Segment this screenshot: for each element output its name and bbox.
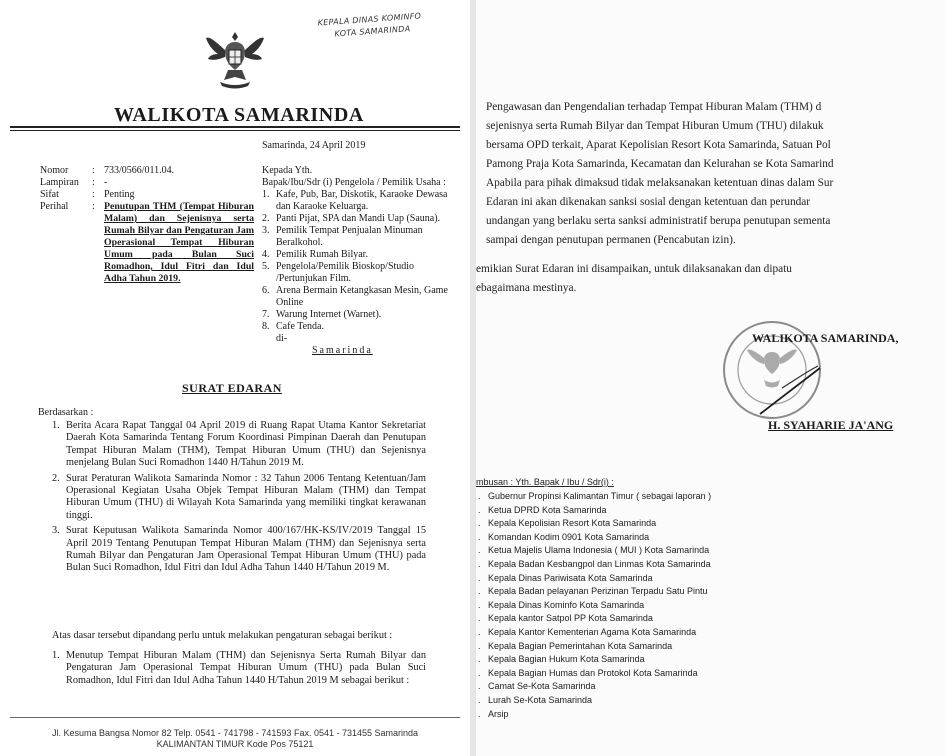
tembusan-item: . Kepala Dinas Pariwisata Kota Samarinda bbox=[478, 572, 653, 583]
letterhead-rule bbox=[10, 126, 460, 128]
berdasarkan-label: Berdasarkan : bbox=[38, 407, 94, 418]
letter-page-2 bbox=[476, 0, 945, 756]
footer-line-1: Jl. Kesuma Bangsa Nomor 82 Telp. 0541 - 741798 - 741593 Fax. 0541 - 731455 Samarinda bbox=[51, 728, 419, 738]
tembusan-item: . Kepala kantor Satpol PP Kota Samarinda bbox=[478, 613, 653, 624]
lampiran-value: - bbox=[104, 177, 108, 188]
tembusan-item: . Arsip bbox=[478, 708, 509, 719]
para-line: bersama OPD terkait, Aparat Kepolisian Resort Kota Samarinda, Satuan Pol bbox=[486, 139, 831, 151]
recipient-block bbox=[262, 165, 458, 357]
basis-item: 1. Berita Acara Rapat Tanggal 04 April 2019 di Ruang Rapat Utama Kantor Sekretariat Daerah Kota Samarinda Tentang Forum Koordinasi Pimpinan Daerah dan Penutupan Tempat Hiburan Malam (THM), Tempat Hiburan Umum (THU) dan Sejenisnya menjelang Bulan Suci Romadhon 1440 H/Tahun 2019 M. bbox=[52, 420, 426, 469]
para-line: sejenisnya serta Rumah Bilyar dan Tempat Hiburan Umum (THU) dilakuk bbox=[486, 120, 824, 132]
para-line: undangan yang berlaku serta sanksi administratif berupa penutupan sementa bbox=[486, 215, 831, 227]
meta-labels bbox=[40, 165, 92, 213]
place-date: Samarinda, 24 April 2019 bbox=[262, 140, 366, 151]
sifat-value: Penting bbox=[104, 189, 135, 200]
tembusan-list bbox=[478, 490, 778, 721]
recipient-item: 4. Pemilik Rumah Bilyar. bbox=[262, 249, 368, 260]
footer-line-2: KALIMANTAN TIMUR Kode Pos 75121 bbox=[156, 739, 314, 749]
tembusan-item: . Kepala Bagian Hukum Kota Samarinda bbox=[478, 654, 645, 665]
garuda-emblem-icon bbox=[204, 28, 266, 92]
basis-item: 3. Surat Keputusan Walikota Samarinda Nomor 400/167/HK-KS/IV/2019 Tanggal 15 April 2019 Tentang Penutupan Tempat Hiburan Malam (THM) dan Sejenisnya serta Rumah Bilyar dan Pengaturan Jam Operasional Tempat Hiburan Umum (THU) pada Bulan Suci Romadhon, Idul Fitri dan Idul Adha Tahun 1440 H/Tahun 2019 M. bbox=[52, 525, 426, 574]
para-line: Pengawasan dan Pengendalian terhadap Tempat Hiburan Malam (THM) d bbox=[486, 101, 822, 113]
tembusan-item: . Gubernur Propinsi Kalimantan Timur ( sebagai laporan ) bbox=[478, 491, 712, 501]
tembusan-item: . Kepala Kantor Kementerian Agama Kota Samarinda bbox=[478, 626, 697, 637]
sifat-label: Sifat bbox=[40, 189, 59, 200]
meta-values bbox=[104, 165, 254, 285]
recipient-item: 2. Panti Pijat, SPA dan Mandi Uap (Sauna). bbox=[262, 213, 441, 224]
meta-colons: : : : : bbox=[92, 165, 95, 212]
basis-item: 2. Surat Peraturan Walikota Samarinda Nomor : 32 Tahun 2006 Tentang Ketentuan/Jam Operasional Kegiatan Usaha Objek Tempat Hiburan Malam (THM) dan Tempat Hiburan Umum (THU) di Wilayah Kota Samarinda yang memiliki tingkat kerawanan tinggi. bbox=[52, 472, 426, 521]
letter-page-1 bbox=[0, 0, 470, 756]
recipient-item: 5. Pengelola/Pemilik Bioskop/Studio /Pertunjukan Film. bbox=[262, 261, 415, 284]
tembusan-item: . Kepala Dinas Kominfo Kota Samarinda bbox=[478, 599, 645, 610]
nomor-value: 733/0566/011.04. bbox=[104, 165, 175, 176]
perihal-label: Perihal bbox=[40, 201, 69, 212]
recipient-item: 6. Arena Bermain Ketangkasan Mesin, Game Online bbox=[262, 285, 448, 308]
tembusan-item: . Camat Se-Kota Samarinda bbox=[478, 681, 596, 692]
signature-name: H. SYAHARIE JA'ANG bbox=[768, 418, 894, 432]
tembusan-item: . Kepala Badan Kesbangpol dan Linmas Kota Samarinda bbox=[478, 558, 711, 569]
tembusan-item: . Kepala Bagian Humas dan Protokol Kota Samarinda bbox=[478, 667, 698, 678]
handwritten-line-1: KEPALA DINAS KOMINFO bbox=[317, 11, 422, 28]
para-line: Apabila para pihak dimaksud tidak melaksanakan ketentuan dinas dalam Sur bbox=[486, 177, 834, 189]
closing-paragraph bbox=[486, 98, 834, 250]
recipient-item: 7. Warung Internet (Warnet). bbox=[262, 309, 382, 320]
signature-title: WALIKOTA SAMARINDA, bbox=[752, 331, 899, 345]
para-line: Pamong Praja Kota Samarinda, Kecamatan dan Kelurahan se Kota Samarind bbox=[486, 158, 834, 170]
basis-list bbox=[52, 420, 426, 575]
closing-line: ebagaimana mestinya. bbox=[476, 282, 577, 294]
tembusan-item: . Komandan Kodim 0901 Kota Samarinda bbox=[478, 531, 650, 542]
action-item: 1. Menutup Tempat Hiburan Malam (THM) dan Sejenisnya Serta Rumah Bilyar dan Pengaturan Jam Operasional Tempat Hiburan Umum (THU) pada Bulan Suci Romadhon, Idul Fitri dan Idul Adha Tahun 1440 H/Tahun 2019 M sebagai berikut : bbox=[52, 650, 426, 686]
recipient-city: Samarinda bbox=[312, 345, 373, 356]
recipient-intro: Kepada Yth. bbox=[262, 165, 313, 176]
recipient-item: 3. Pemilik Tempat Penjualan Minuman Beralkohol. bbox=[262, 225, 423, 248]
para-line: sampai dengan penutupan permanen (Pencabutan izin). bbox=[486, 234, 736, 246]
handwritten-note bbox=[317, 10, 422, 41]
footer-address bbox=[10, 728, 460, 750]
recipient-line: Bapak/Ibu/Sdr (i) Pengelola / Pemilik Usaha : bbox=[262, 177, 446, 188]
document-title: SURAT EDARAN bbox=[182, 381, 282, 395]
recipient-item: 1. Kafe, Pub, Bar, Diskotik, Karaoke Dewasa dan Karaoke Keluarga. bbox=[262, 189, 448, 212]
tembusan-heading: mbusan : Yth. Bapak / Ibu / Sdr(i) : bbox=[476, 477, 614, 487]
recipient-list bbox=[262, 189, 458, 333]
footer-rule bbox=[10, 717, 460, 718]
lampiran-label: Lampiran bbox=[40, 177, 79, 188]
perihal-value: Penutupan THM (Tempat Hiburan Malam) dan Sejenisnya serta Rumah Bilyar dan Pengaturan Jam Operasional Tempat Hiburan Umum pada Bulan Suci Romadhon, Idul Fitri dan Idul Adha Tahun 2019. bbox=[104, 201, 254, 284]
tembusan-item: . Lurah Se-Kota Samarinda bbox=[478, 694, 593, 705]
recipient-item: 8. Cafe Tenda. bbox=[262, 321, 324, 332]
atas-dasar-text: Atas dasar tersebut dipandang perlu untuk melakukan pengaturan sebagai berikut : bbox=[52, 630, 393, 641]
closing-statement bbox=[476, 260, 792, 298]
tembusan-item: . Ketua DPRD Kota Samarinda bbox=[478, 504, 607, 515]
tembusan-item: . Kepala Badan pelayanan Perizinan Terpadu Satu Pintu bbox=[478, 586, 708, 597]
para-line: Edaran ini akan dikenakan sanksi sosial dengan ketentuan dan perundar bbox=[486, 196, 811, 208]
nomor-label: Nomor bbox=[40, 165, 69, 176]
closing-line: emikian Surat Edaran ini disampaikan, untuk dilaksanakan dan dipatu bbox=[476, 263, 792, 275]
letterhead-title: WALIKOTA SAMARINDA bbox=[114, 104, 364, 126]
tembusan-item: . Ketua Majelis Ulama Indonesia ( MUI ) Kota Samarinda bbox=[478, 545, 710, 556]
recipient-di: di- bbox=[276, 333, 288, 344]
tembusan-item: . Kepala Bagian Pemerintahan Kota Samarinda bbox=[478, 640, 673, 651]
tembusan-item: . Kepala Kepolisian Resort Kota Samarinda bbox=[478, 518, 657, 529]
handwritten-line-2: KOTA SAMARINDA bbox=[334, 24, 411, 39]
letterhead-rule-thin bbox=[10, 130, 460, 131]
